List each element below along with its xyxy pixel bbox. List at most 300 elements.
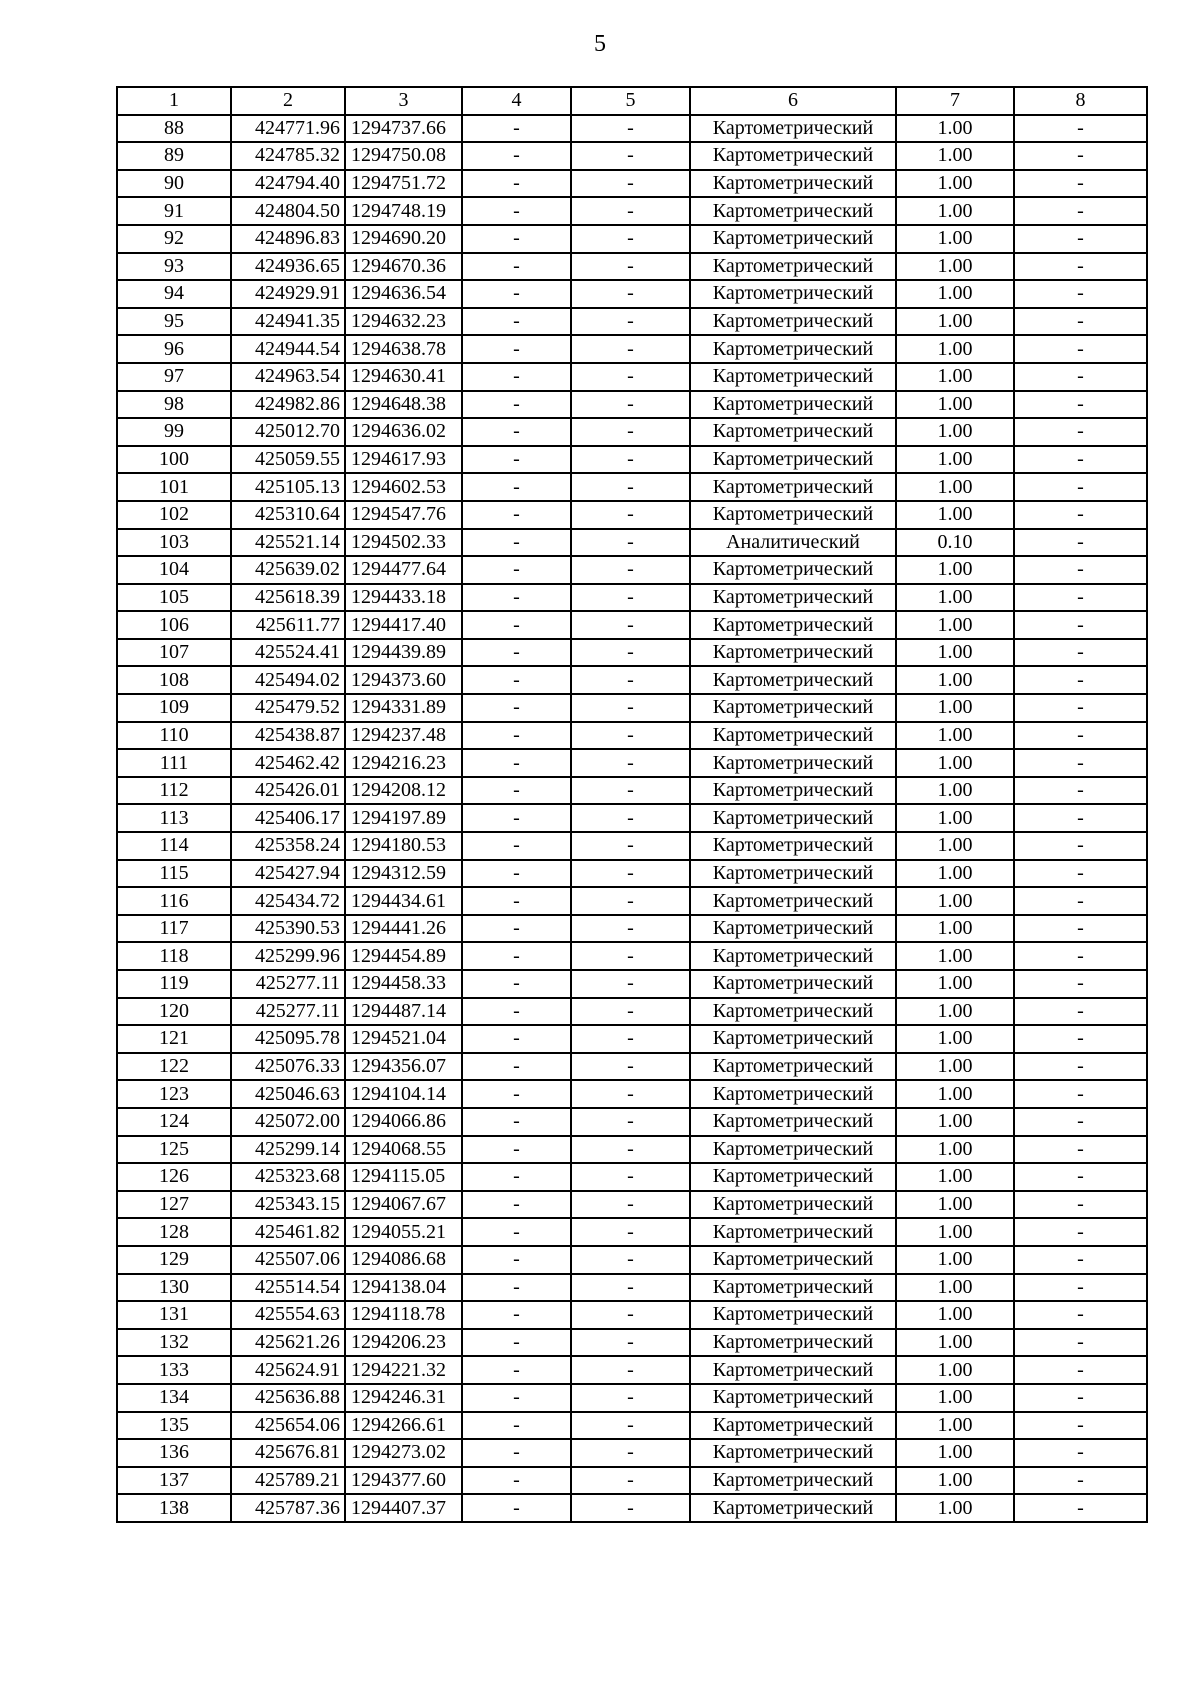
table-cell: 1294737.66 (345, 115, 462, 143)
table-cell: Картометрический (690, 363, 896, 391)
table-cell: 100 (117, 446, 231, 474)
table-cell: - (1014, 308, 1147, 336)
table-cell: - (462, 473, 571, 501)
table-cell: 1.00 (896, 887, 1014, 915)
table-cell: 425524.41 (231, 639, 345, 667)
table-cell: Картометрический (690, 1301, 896, 1329)
table-cell: - (1014, 1053, 1147, 1081)
table-cell: - (462, 308, 571, 336)
table-cell: - (1014, 1191, 1147, 1219)
table-row (117, 942, 1147, 970)
table-cell: Картометрический (690, 998, 896, 1026)
table-row (117, 860, 1147, 888)
table-cell: 1.00 (896, 280, 1014, 308)
table-cell: 1.00 (896, 1246, 1014, 1274)
table-cell: - (462, 1412, 571, 1440)
table-cell: 1294748.19 (345, 197, 462, 225)
table-cell: - (1014, 1108, 1147, 1136)
table-cell: 425046.63 (231, 1080, 345, 1108)
table-row (117, 777, 1147, 805)
table-row (117, 1218, 1147, 1246)
table-cell: - (1014, 391, 1147, 419)
table-cell: - (1014, 1246, 1147, 1274)
table-cell: 1.00 (896, 998, 1014, 1026)
table-cell: - (462, 170, 571, 198)
table-cell: - (571, 970, 690, 998)
table-cell: 103 (117, 529, 231, 557)
table-cell: - (571, 998, 690, 1026)
table-cell: 1.00 (896, 1274, 1014, 1302)
table-cell: - (571, 1439, 690, 1467)
table-cell: Картометрический (690, 308, 896, 336)
table-cell: - (1014, 804, 1147, 832)
table-cell: 111 (117, 749, 231, 777)
table-cell: 1294477.64 (345, 556, 462, 584)
table-cell: Картометрический (690, 115, 896, 143)
table-cell: - (571, 611, 690, 639)
table-cell: Картометрический (690, 804, 896, 832)
table-cell: 132 (117, 1329, 231, 1357)
column-header: 1 (117, 87, 231, 115)
table-cell: 1294638.78 (345, 335, 462, 363)
table-cell: - (571, 1412, 690, 1440)
table-row (117, 1412, 1147, 1440)
table-cell: 1.00 (896, 1163, 1014, 1191)
table-cell: Картометрический (690, 1384, 896, 1412)
table-cell: - (571, 1467, 690, 1495)
table-cell: 425654.06 (231, 1412, 345, 1440)
table-cell: Картометрический (690, 170, 896, 198)
table-cell: - (462, 1274, 571, 1302)
table-cell: Картометрический (690, 335, 896, 363)
table-cell: 98 (117, 391, 231, 419)
table-cell: 1.00 (896, 473, 1014, 501)
table-cell: 425277.11 (231, 970, 345, 998)
table-cell: - (571, 1080, 690, 1108)
table-cell: Картометрический (690, 611, 896, 639)
table-cell: 126 (117, 1163, 231, 1191)
table-cell: 1.00 (896, 1412, 1014, 1440)
table-cell: 92 (117, 225, 231, 253)
table-cell: 424963.54 (231, 363, 345, 391)
table-cell: - (462, 1025, 571, 1053)
column-header: 4 (462, 87, 571, 115)
table-cell: 1294377.60 (345, 1467, 462, 1495)
table-header-row (117, 87, 1147, 115)
table-cell: 1294632.23 (345, 308, 462, 336)
table-cell: - (1014, 1274, 1147, 1302)
table-cell: 1294441.26 (345, 915, 462, 943)
table-cell: - (1014, 1439, 1147, 1467)
table-cell: 1294487.14 (345, 998, 462, 1026)
table-cell: 99 (117, 418, 231, 446)
table-cell: 425479.52 (231, 694, 345, 722)
table-cell: 1294356.07 (345, 1053, 462, 1081)
table-cell: 425789.21 (231, 1467, 345, 1495)
table-cell: - (1014, 115, 1147, 143)
table-cell: - (571, 363, 690, 391)
table-cell: - (462, 418, 571, 446)
table-cell: Аналитический (690, 529, 896, 557)
table-cell: 425639.02 (231, 556, 345, 584)
table-cell: - (1014, 473, 1147, 501)
table-cell: Картометрический (690, 1494, 896, 1522)
table-cell: - (1014, 777, 1147, 805)
table-cell: - (571, 1191, 690, 1219)
table-cell: 1.00 (896, 1108, 1014, 1136)
table-cell: 1294055.21 (345, 1218, 462, 1246)
table-cell: 425059.55 (231, 446, 345, 474)
table-cell: 425514.54 (231, 1274, 345, 1302)
table-cell: 424941.35 (231, 308, 345, 336)
table-cell: Картометрический (690, 142, 896, 170)
table-cell: 1294066.86 (345, 1108, 462, 1136)
table-row (117, 225, 1147, 253)
table-cell: - (462, 1080, 571, 1108)
table-cell: 1294104.14 (345, 1080, 462, 1108)
table-row (117, 1025, 1147, 1053)
table-cell: 125 (117, 1136, 231, 1164)
table-cell: 106 (117, 611, 231, 639)
table-cell: 93 (117, 253, 231, 281)
table-cell: - (1014, 611, 1147, 639)
table-cell: Картометрический (690, 887, 896, 915)
table-cell: 1294208.12 (345, 777, 462, 805)
table-cell: - (462, 970, 571, 998)
table-cell: - (462, 694, 571, 722)
table-cell: Картометрический (690, 777, 896, 805)
table-cell: Картометрический (690, 860, 896, 888)
table-cell: 425494.02 (231, 666, 345, 694)
table-row (117, 666, 1147, 694)
table-cell: 425406.17 (231, 804, 345, 832)
table-cell: - (462, 1494, 571, 1522)
table-row (117, 1494, 1147, 1522)
table-cell: 1294266.61 (345, 1412, 462, 1440)
table-cell: 1294216.23 (345, 749, 462, 777)
table-row (117, 1329, 1147, 1357)
table-row (117, 804, 1147, 832)
table-row (117, 611, 1147, 639)
table-cell: 133 (117, 1356, 231, 1384)
page-number: 5 (594, 31, 606, 57)
table-cell: - (462, 1246, 571, 1274)
table-cell: 120 (117, 998, 231, 1026)
table-cell: 425105.13 (231, 473, 345, 501)
table-cell: Картометрический (690, 556, 896, 584)
table-cell: 1.00 (896, 170, 1014, 198)
table-cell: - (1014, 363, 1147, 391)
table-cell: 1.00 (896, 253, 1014, 281)
table-cell: 91 (117, 197, 231, 225)
table-cell: 1294273.02 (345, 1439, 462, 1467)
table-cell: - (1014, 225, 1147, 253)
table-cell: - (571, 942, 690, 970)
table-cell: 101 (117, 473, 231, 501)
table-row (117, 694, 1147, 722)
table-cell: 1294433.18 (345, 584, 462, 612)
table-cell: 1294206.23 (345, 1329, 462, 1357)
table-cell: 96 (117, 335, 231, 363)
table-cell: 424944.54 (231, 335, 345, 363)
table-cell: - (1014, 170, 1147, 198)
table-cell: 116 (117, 887, 231, 915)
table-cell: 107 (117, 639, 231, 667)
table-cell: 1.00 (896, 446, 1014, 474)
table-cell: Картометрический (690, 225, 896, 253)
column-header: 2 (231, 87, 345, 115)
table-cell: - (1014, 584, 1147, 612)
table-cell: - (462, 142, 571, 170)
table-cell: - (571, 253, 690, 281)
table-cell: Картометрический (690, 446, 896, 474)
table-cell: 1294086.68 (345, 1246, 462, 1274)
table-cell: - (462, 1384, 571, 1412)
table-cell: 135 (117, 1412, 231, 1440)
table-cell: 425095.78 (231, 1025, 345, 1053)
table-row (117, 1163, 1147, 1191)
table-cell: - (571, 170, 690, 198)
table-cell: - (571, 804, 690, 832)
table-cell: 424771.96 (231, 115, 345, 143)
table-cell: 137 (117, 1467, 231, 1495)
table-cell: - (1014, 1136, 1147, 1164)
table-cell: 1294690.20 (345, 225, 462, 253)
table-cell: 1294068.55 (345, 1136, 462, 1164)
table-cell: - (1014, 639, 1147, 667)
table-row (117, 170, 1147, 198)
table-cell: 1.00 (896, 1301, 1014, 1329)
table-cell: - (571, 1053, 690, 1081)
table-cell: - (1014, 749, 1147, 777)
table-row (117, 446, 1147, 474)
table-cell: 1294521.04 (345, 1025, 462, 1053)
table-cell: 1294636.54 (345, 280, 462, 308)
table-cell: 1.00 (896, 639, 1014, 667)
table-cell: 1.00 (896, 1356, 1014, 1384)
table-cell: 1294636.02 (345, 418, 462, 446)
table-cell: Картометрический (690, 1439, 896, 1467)
table-cell: 424804.50 (231, 197, 345, 225)
table-cell: 89 (117, 142, 231, 170)
table-cell: - (1014, 1384, 1147, 1412)
table-cell: Картометрический (690, 1218, 896, 1246)
table-cell: 108 (117, 666, 231, 694)
table-cell: - (462, 666, 571, 694)
table-cell: 1294197.89 (345, 804, 462, 832)
table-cell: 424936.65 (231, 253, 345, 281)
table-cell: - (571, 860, 690, 888)
table-row (117, 280, 1147, 308)
table-cell: - (1014, 970, 1147, 998)
table-cell: - (462, 556, 571, 584)
column-header: 5 (571, 87, 690, 115)
table-cell: - (571, 335, 690, 363)
table-cell: 114 (117, 832, 231, 860)
table-cell: 424785.32 (231, 142, 345, 170)
table-row (117, 1136, 1147, 1164)
table-cell: - (1014, 998, 1147, 1026)
table-cell: - (571, 1274, 690, 1302)
table-cell: - (571, 1218, 690, 1246)
table-cell: Картометрический (690, 1136, 896, 1164)
table-cell: 425618.39 (231, 584, 345, 612)
table-cell: - (462, 529, 571, 557)
table-cell: 118 (117, 942, 231, 970)
table-cell: - (462, 915, 571, 943)
table-cell: 425521.14 (231, 529, 345, 557)
table-cell: - (571, 418, 690, 446)
table-cell: 1294246.31 (345, 1384, 462, 1412)
table-row (117, 501, 1147, 529)
table-cell: 1.00 (896, 666, 1014, 694)
table-cell: 425299.96 (231, 942, 345, 970)
table-cell: - (462, 611, 571, 639)
table-cell: 425343.15 (231, 1191, 345, 1219)
table-row (117, 1467, 1147, 1495)
table-cell: - (462, 1439, 571, 1467)
table-cell: - (1014, 1218, 1147, 1246)
table-cell: - (462, 1467, 571, 1495)
table-cell: - (462, 501, 571, 529)
table-cell: 1294458.33 (345, 970, 462, 998)
table-cell: 1.00 (896, 501, 1014, 529)
table-cell: - (462, 335, 571, 363)
table-cell: - (462, 1163, 571, 1191)
table-row (117, 1191, 1147, 1219)
table-cell: - (462, 887, 571, 915)
table-cell: - (462, 363, 571, 391)
table-cell: 425636.88 (231, 1384, 345, 1412)
table-row (117, 915, 1147, 943)
table-row (117, 1384, 1147, 1412)
table-cell: Картометрический (690, 391, 896, 419)
table-cell: Картометрический (690, 666, 896, 694)
table-cell: - (1014, 197, 1147, 225)
table-cell: 1.00 (896, 142, 1014, 170)
table-cell: 1.00 (896, 584, 1014, 612)
table-cell: 1.00 (896, 1025, 1014, 1053)
table-cell: - (571, 446, 690, 474)
table-cell: 425390.53 (231, 915, 345, 943)
table-cell: - (462, 860, 571, 888)
table-row (117, 749, 1147, 777)
table-cell: 1.00 (896, 391, 1014, 419)
table-cell: 1.00 (896, 115, 1014, 143)
table-cell: Картометрический (690, 915, 896, 943)
table-cell: 1294547.76 (345, 501, 462, 529)
table-cell: 129 (117, 1246, 231, 1274)
table-cell: 104 (117, 556, 231, 584)
table-cell: 88 (117, 115, 231, 143)
table-cell: 1.00 (896, 1439, 1014, 1467)
table-cell: Картометрический (690, 942, 896, 970)
table-row (117, 998, 1147, 1026)
table-cell: 109 (117, 694, 231, 722)
table-cell: 1.00 (896, 308, 1014, 336)
table-cell: - (462, 1356, 571, 1384)
table-cell: 425624.91 (231, 1356, 345, 1384)
table-cell: - (462, 1053, 571, 1081)
table-cell: 124 (117, 1108, 231, 1136)
table-cell: Картометрический (690, 418, 896, 446)
table-cell: Картометрический (690, 1356, 896, 1384)
table-cell: 1.00 (896, 1384, 1014, 1412)
table-row (117, 832, 1147, 860)
table-cell: - (571, 584, 690, 612)
table-cell: 1.00 (896, 860, 1014, 888)
table-cell: 1294602.53 (345, 473, 462, 501)
table-cell: 1294067.67 (345, 1191, 462, 1219)
table-cell: 131 (117, 1301, 231, 1329)
table-cell: - (571, 694, 690, 722)
table-cell: 425012.70 (231, 418, 345, 446)
table-cell: 1294439.89 (345, 639, 462, 667)
table-row (117, 1053, 1147, 1081)
table-cell: - (571, 1136, 690, 1164)
table-cell: 90 (117, 170, 231, 198)
table-cell: - (462, 722, 571, 750)
table-cell: 1294648.38 (345, 391, 462, 419)
table-cell: 425434.72 (231, 887, 345, 915)
table-row (117, 308, 1147, 336)
table-cell: - (1014, 280, 1147, 308)
table-cell: - (571, 1356, 690, 1384)
table-cell: 94 (117, 280, 231, 308)
table-cell: - (1014, 1025, 1147, 1053)
table-cell: 424896.83 (231, 225, 345, 253)
table-cell: 113 (117, 804, 231, 832)
table-cell: - (462, 225, 571, 253)
table-body (117, 87, 1147, 1522)
table-cell: - (1014, 142, 1147, 170)
table-row (117, 556, 1147, 584)
table-cell: - (571, 639, 690, 667)
table-cell: 119 (117, 970, 231, 998)
table-cell: 1294118.78 (345, 1301, 462, 1329)
table-cell: Картометрический (690, 473, 896, 501)
column-header: 7 (896, 87, 1014, 115)
table-cell: 424982.86 (231, 391, 345, 419)
table-cell: Картометрический (690, 280, 896, 308)
table-cell: - (571, 280, 690, 308)
table-cell: Картометрический (690, 501, 896, 529)
table-cell: 425426.01 (231, 777, 345, 805)
table-cell: 1294670.36 (345, 253, 462, 281)
table-row (117, 1439, 1147, 1467)
table-cell: - (462, 446, 571, 474)
table-cell: - (1014, 418, 1147, 446)
table-cell: Картометрический (690, 1329, 896, 1357)
table-cell: 1.00 (896, 418, 1014, 446)
table-cell: 425299.14 (231, 1136, 345, 1164)
table-cell: - (462, 749, 571, 777)
table-cell: 1294434.61 (345, 887, 462, 915)
table-cell: 1.00 (896, 722, 1014, 750)
table-cell: 1294180.53 (345, 832, 462, 860)
table-row (117, 970, 1147, 998)
table-cell: 425676.81 (231, 1439, 345, 1467)
table-cell: - (1014, 1329, 1147, 1357)
table-cell: Картометрический (690, 639, 896, 667)
table-cell: - (462, 804, 571, 832)
table-cell: 97 (117, 363, 231, 391)
table-cell: - (571, 915, 690, 943)
table-cell: Картометрический (690, 1163, 896, 1191)
table-row (117, 1108, 1147, 1136)
table-cell: Картометрический (690, 749, 896, 777)
table-cell: 425323.68 (231, 1163, 345, 1191)
